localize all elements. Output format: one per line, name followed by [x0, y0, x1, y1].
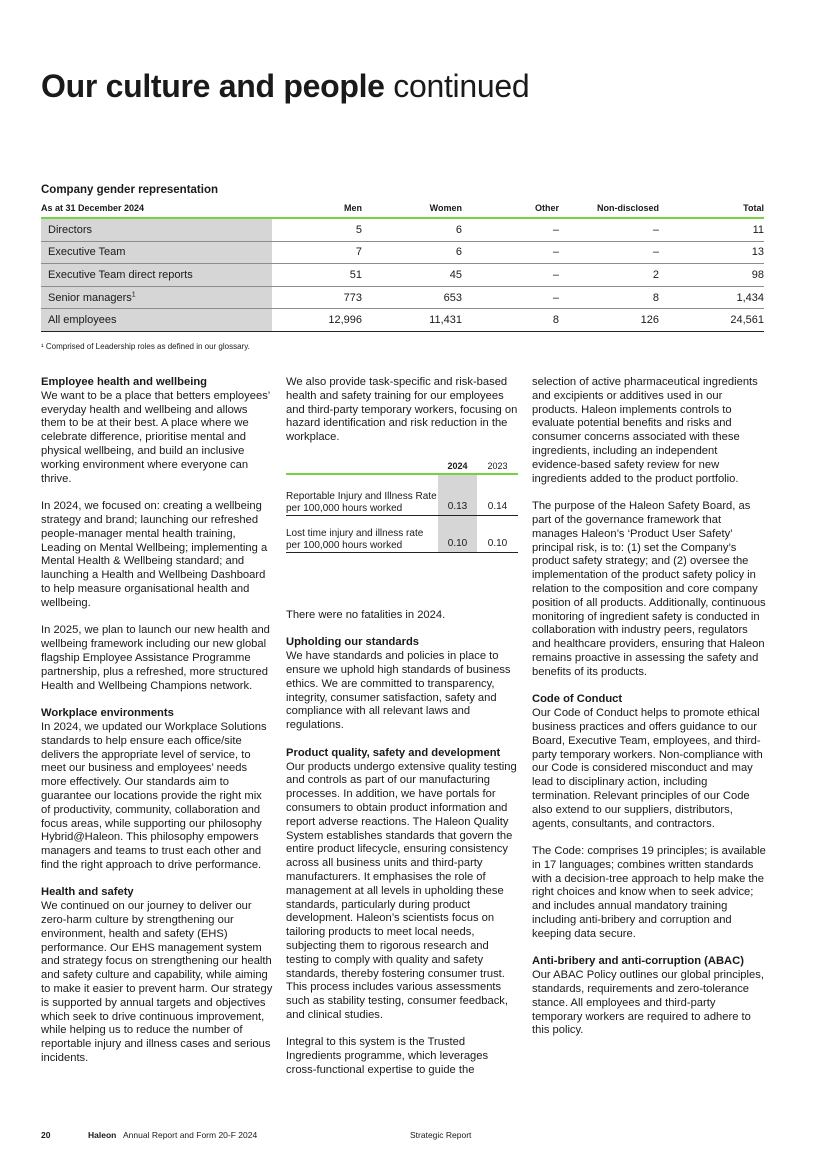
cell-women: 653	[362, 286, 462, 309]
cell-non-disclosed: –	[559, 241, 659, 264]
cell-women: 6	[362, 241, 462, 264]
paragraph: There were no fatalities in 2024.	[286, 608, 446, 621]
stats-header-blank	[286, 459, 438, 474]
paragraph: The purpose of the Haleon Safety Board, as part of the governance framework that manages Haleon’s ‘Product User Safety’ principal risk, is to: (1) set the Company’s product safety strategy; and (2) oversee the implementation of the product safety policy in relation to the composition and core company position of all products. Additionally, continuous monitoring of ingredient safety is conducted in collaboration with industry peers, regulators and healthcare providers, ensuring that Haleon remains proactive in assessing the safety and benefits of its products.	[532, 500, 766, 678]
row-label-text: All employees	[48, 314, 117, 327]
cell-total: 98	[659, 264, 764, 287]
heading-employee-health: Employee health and wellbeing	[41, 376, 207, 388]
cell-men: 5	[272, 218, 362, 241]
table-row	[286, 515, 518, 552]
row-label	[41, 218, 272, 241]
paragraph: We want to be a place that betters employees’ everyday health and wellbeing and allows them to be at their best. A place where we celebrate difference, prioritise mental and physical wellbeing, and build an inclusive working environment where everyone can thrive.	[41, 389, 270, 485]
row-label-text: Senior managers	[48, 291, 132, 304]
cell-men: 773	[272, 286, 362, 309]
stats-header-2024: 2024	[447, 460, 468, 471]
page-title-continued: continued	[393, 68, 530, 104]
heading-health-and-safety: Health and safety	[41, 886, 134, 899]
paragraph: We have standards and policies in place to ensure we uphold high standards of business ethics. We are committed to transparency, integrity, consumer satisfaction, safety and compliance with all relevant laws and regulations.	[286, 650, 511, 732]
cell-men: 51	[272, 264, 362, 287]
column-header-total: Total	[743, 203, 764, 213]
text-column-2	[286, 376, 518, 1092]
row-label-text: Executive Team	[48, 246, 126, 259]
cell-men: 7	[272, 241, 362, 264]
row-label	[41, 264, 272, 287]
heading-product-quality: Product quality, safety and development	[286, 746, 501, 759]
safety-stats-header-row	[286, 459, 518, 474]
gender-table	[41, 198, 764, 332]
cell-other: –	[462, 286, 559, 309]
page-title-bold: Our culture and people	[41, 68, 385, 104]
cell-non-disclosed: –	[559, 218, 659, 241]
paragraph: In 2025, we plan to launch our new health and wellbeing framework including our new global flagship Employee Assistance Programme partnership, plus a refreshed, more structured Health and Wellbeing Champions network.	[41, 624, 270, 692]
table-row	[41, 309, 764, 332]
paragraph: In 2024, we focused on: creating a wellbeing strategy and brand; launching our refreshed people-manager mental health training, Leading on Mental Wellbeing; implementing a Mental Health & Wellbeing standard; and launching a Health and Wellbeing Dashboard to help measure organisational health and wellbeing.	[41, 500, 268, 609]
paragraph: We also provide task-specific and risk-based health and safety training for our employees and third-party temporary workers, focusing on hazard identification and risk reduction in the workplace.	[286, 376, 518, 444]
paragraph: Our Code of Conduct helps to promote ethical business practices and offers guidance to our Board, Executive Team, employees, and third-party temporary workers. Non-compliance with our Code is considered misconduct and may lead to disciplinary action, including termination. Relevant principles of our Code also extend to our suppliers, distributors, agents, consultants, and contractors.	[532, 707, 763, 830]
paragraph: Our products undergo extensive quality testing and controls as part of our manufacturing processes. In addition, we have portals for consumers to obtain product information and report adverse reactions. The Haleon Quality System establishes standards that govern the entire product lifecycle, ensuring consistency across all business units and third-party manufacturers. It emphasises the role of management at all levels in upholding these standards, particularly during product development. Haleon’s scientists focus on tailoring products to meet local needs, subjecting them to rigorous research and testing to comply with quality and safety standards, thereby fostering consumer trust. This process includes various assessments such as stability testing, consumer feedback, and clinical studies.	[286, 760, 517, 1021]
gender-table-title: Company gender representation	[41, 184, 219, 196]
row-label	[41, 241, 272, 264]
column-header-men: Men	[344, 203, 362, 213]
column-header-as-at: As at 31 December 2024	[41, 203, 145, 213]
cell-women: 6	[362, 218, 462, 241]
column-header-non-disclosed: Non-disclosed	[596, 203, 659, 213]
row-label	[41, 286, 272, 309]
page-number: 20	[41, 1130, 51, 1140]
paragraph: We continued on our journey to deliver our zero-harm culture by strengthening our environment, health and safety (EHS) performance. Our EHS management system and strategy focus on strengthening our health and safety culture and capability, while aiming to make it easier to prevent harm. Our strategy is supported by annual targets and objectives which seek to drive continuous improvement, while helping us to reduce the number of reportable injury and illness cases and serious incidents.	[41, 900, 273, 1065]
stats-value-2023: 0.10	[477, 515, 518, 552]
column-header-women: Women	[429, 203, 462, 213]
gender-representation-section	[41, 182, 764, 332]
row-label	[41, 309, 272, 332]
cell-non-disclosed: 2	[559, 264, 659, 287]
safety-stats-table	[286, 459, 518, 553]
row-label-text: Executive Team direct reports	[48, 268, 193, 281]
stats-value-2024: 0.10	[438, 515, 477, 552]
text-column-1	[41, 376, 273, 1080]
gender-table-header-row	[41, 198, 764, 218]
cell-other: –	[462, 264, 559, 287]
heading-workplace-environments: Workplace environments	[41, 707, 174, 720]
paragraph: In 2024, we updated our Workplace Solutions standards to help ensure each office/site delivers the appropriate level of service, to meet our business and employees’ needs more effectively. Our standards aim to guarantee our locations provide the right mix of productivity, community, collaboration and focus areas, while supporting our philosophy Hybrid@Haleon. This philosophy empowers managers and teams to trust each other and find the right approach to drive performance.	[41, 720, 267, 871]
cell-men: 12,996	[272, 309, 362, 332]
table-row	[41, 218, 764, 241]
spacer	[286, 553, 518, 609]
stats-header-2023: 2023	[487, 460, 508, 471]
footer-report-title: Annual Report and Form 20-F 2024	[123, 1130, 258, 1140]
cell-women: 11,431	[362, 309, 462, 332]
stats-metric-label: Lost time injury and illness rate per 100,000 hours worked	[286, 515, 438, 552]
table-row	[286, 474, 518, 516]
stats-metric-label: Reportable Injury and Illness Rate per 100,000 hours worked	[286, 474, 438, 516]
cell-total: 1,434	[659, 286, 764, 309]
paragraph: Our ABAC Policy outlines our global principles, standards, requirements and zero-tolerance stance. All employees and third-party temporary workers are required to adhere to this policy.	[532, 969, 764, 1037]
gender-table-footnote: ¹ Comprised of Leadership roles as defined in our glossary.	[41, 342, 250, 351]
cell-non-disclosed: 8	[559, 286, 659, 309]
footer-section: Strategic Report	[410, 1130, 472, 1140]
paragraph: selection of active pharmaceutical ingredients and excipients or additives used in our products. Haleon implements controls to evaluate potential benefits and risks and consumer concerns associated with these ingredients, including an independent evidence-based safety review for new ingredients added to the product portfolio.	[532, 376, 758, 485]
page-title	[41, 66, 529, 106]
heading-upholding-standards: Upholding our standards	[286, 636, 420, 649]
table-row	[41, 241, 764, 264]
cell-women: 45	[362, 264, 462, 287]
cell-non-disclosed: 126	[559, 309, 659, 332]
paragraph: Integral to this system is the Trusted Ingredients programme, which leverages cross-functional expertise to guide the	[286, 1036, 489, 1077]
stats-value-2024: 0.13	[438, 474, 477, 516]
cell-other: –	[462, 241, 559, 264]
row-label-text: Directors	[48, 223, 93, 236]
heading-abac: Anti-bribery and anti-corruption (ABAC)	[532, 955, 744, 968]
footer-brand: Haleon	[88, 1130, 117, 1140]
text-column-3	[532, 376, 767, 1052]
cell-total: 13	[659, 241, 764, 264]
cell-other: –	[462, 218, 559, 241]
row-label-footnote-marker: 1	[131, 290, 136, 298]
table-row	[41, 264, 764, 287]
table-row	[41, 286, 764, 309]
column-header-other: Other	[534, 203, 559, 213]
cell-total: 11	[659, 218, 764, 241]
paragraph: The Code: comprises 19 principles; is available in 17 languages; combines written standards with a decision-tree approach to help make the right choices and know when to seek advice; and includes annual mandatory training including anti-bribery and corruption and keeping data secure.	[532, 845, 766, 940]
cell-other: 8	[462, 309, 559, 332]
heading-code-of-conduct: Code of Conduct	[532, 693, 623, 706]
cell-total: 24,561	[659, 309, 764, 332]
stats-value-2023: 0.14	[477, 474, 518, 516]
